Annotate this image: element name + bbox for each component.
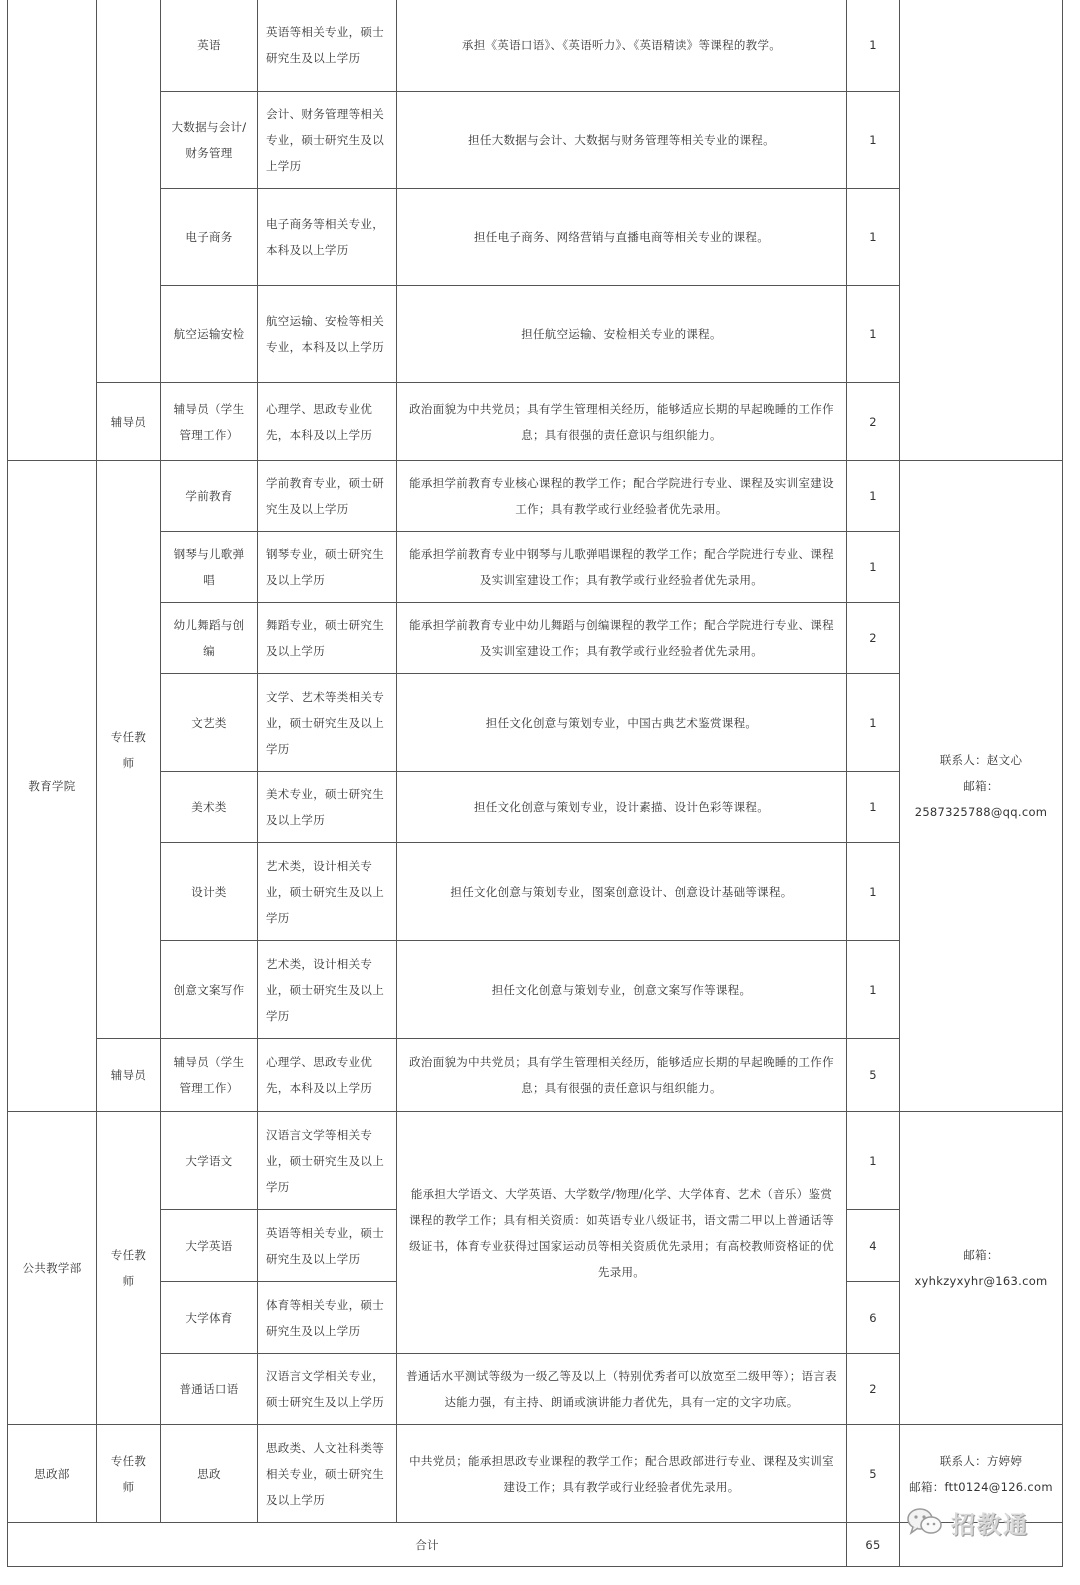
duties: 担任文化创意与策划专业，设计素描、设计色彩等课程。 xyxy=(397,772,847,843)
watermark xyxy=(905,1500,1075,1544)
post-name: 航空运输安检 xyxy=(161,286,258,383)
headcount: 4 xyxy=(847,1210,900,1282)
requirements: 美术专业，硕士研究生及以上学历 xyxy=(258,772,397,843)
duties: 能承担学前教育专业核心课程的教学工作；配合学院进行专业、课程及实训室建设工作；具有教学或行业经验者优先录用。 xyxy=(397,461,847,532)
total-count: 65 xyxy=(847,1523,900,1567)
headcount: 1 xyxy=(847,772,900,843)
duties: 担任文化创意与策划专业，中国古典艺术鉴赏课程。 xyxy=(397,674,847,772)
contact-email: 邮箱：xyhkzyxyhr@163.com xyxy=(900,1112,1063,1425)
requirements: 英语等相关专业，硕士研究生及以上学历 xyxy=(258,1210,397,1282)
headcount: 1 xyxy=(847,674,900,772)
post-name: 美术类 xyxy=(161,772,258,843)
requirements: 电子商务等相关专业，本科及以上学历 xyxy=(258,189,397,286)
requirements: 艺术类，设计相关专业，硕士研究生及以上学历 xyxy=(258,941,397,1039)
requirements: 航空运输、安检等相关专业，本科及以上学历 xyxy=(258,286,397,383)
headcount: 1 xyxy=(847,941,900,1039)
post-type-cell xyxy=(97,0,161,383)
post-type: 专任教师 xyxy=(97,461,161,1039)
duties: 政治面貌为中共党员；具有学生管理相关经历，能够适应长期的早起晚睡的工作作息；具有很强的责任意识与组织能力。 xyxy=(397,383,847,461)
duties: 担任航空运输、安检相关专业的课程。 xyxy=(397,286,847,383)
requirements: 心理学、思政专业优先，本科及以上学历 xyxy=(258,1039,397,1112)
requirements: 文学、艺术等类相关专业，硕士研究生及以上学历 xyxy=(258,674,397,772)
duties: 担任电子商务、网络营销与直播电商等相关专业的课程。 xyxy=(397,189,847,286)
dept-name: 思政部 xyxy=(8,1425,97,1523)
duties: 能承担学前教育专业中幼儿舞蹈与创编课程的教学工作；配合学院进行专业、课程及实训室建设工作；具有教学或行业经验者优先录用。 xyxy=(397,603,847,674)
post-name: 钢琴与儿歌弹唱 xyxy=(161,532,258,603)
requirements: 汉语言文学相关专业，硕士研究生及以上学历 xyxy=(258,1354,397,1425)
duties: 政治面貌为中共党员；具有学生管理相关经历，能够适应长期的早起晚睡的工作作息；具有很强的责任意识与组织能力。 xyxy=(397,1039,847,1112)
watermark-text: 招教通 xyxy=(951,1510,1029,1539)
headcount: 1 xyxy=(847,286,900,383)
post-name: 大学语文 xyxy=(161,1112,258,1210)
requirements: 艺术类，设计相关专业，硕士研究生及以上学历 xyxy=(258,843,397,941)
post-type: 辅导员 xyxy=(97,1039,161,1112)
requirements: 体育等相关专业，硕士研究生及以上学历 xyxy=(258,1282,397,1354)
headcount: 2 xyxy=(847,1354,900,1425)
wechat-icon xyxy=(905,1506,945,1538)
duties: 中共党员；能承担思政专业课程的教学工作；配合思政部进行专业、课程及实训室建设工作；具有教学或行业经验者优先录用。 xyxy=(397,1425,847,1523)
post-name: 辅导员（学生管理工作） xyxy=(161,1039,258,1112)
duties: 能承担学前教育专业中钢琴与儿歌弹唱课程的教学工作；配合学院进行专业、课程及实训室建设工作；具有教学或行业经验者优先录用。 xyxy=(397,532,847,603)
post-name: 电子商务 xyxy=(161,189,258,286)
duties: 承担《英语口语》、《英语听力》、《英语精读》等课程的教学。 xyxy=(397,0,847,92)
contact-cell xyxy=(900,0,1063,461)
table-row xyxy=(8,1112,1063,1210)
headcount: 1 xyxy=(847,532,900,603)
post-name: 学前教育 xyxy=(161,461,258,532)
post-name: 辅导员（学生管理工作） xyxy=(161,383,258,461)
post-name: 创意文案写作 xyxy=(161,941,258,1039)
dept-name: 教育学院 xyxy=(8,461,97,1112)
post-name: 幼儿舞蹈与创编 xyxy=(161,603,258,674)
requirements: 学前教育专业，硕士研究生及以上学历 xyxy=(258,461,397,532)
headcount: 1 xyxy=(847,189,900,286)
duties: 能承担大学语文、大学英语、大学数学/物理/化学、大学体育、艺术（音乐）鉴赏课程的教学工作；具有相关资质：如英语专业八级证书，语文需二甲以上普通话等级证书，体育专业获得过国家运动员等相关资质优先录用；有高校教师资格证的优先录用。 xyxy=(397,1112,847,1354)
post-name: 文艺类 xyxy=(161,674,258,772)
duties: 担任大数据与会计、大数据与财务管理等相关专业的课程。 xyxy=(397,92,847,189)
post-name: 英语 xyxy=(161,0,258,92)
headcount: 1 xyxy=(847,0,900,92)
requirements: 钢琴专业，硕士研究生及以上学历 xyxy=(258,532,397,603)
requirements: 心理学、思政专业优先，本科及以上学历 xyxy=(258,383,397,461)
post-name: 大数据与会计/财务管理 xyxy=(161,92,258,189)
headcount: 2 xyxy=(847,383,900,461)
post-type: 辅导员 xyxy=(97,383,161,461)
post-name: 大学体育 xyxy=(161,1282,258,1354)
contact-email: 邮箱：ftt0124@126.com xyxy=(909,1479,1053,1494)
post-name: 设计类 xyxy=(161,843,258,941)
requirements: 英语等相关专业，硕士研究生及以上学历 xyxy=(258,0,397,92)
post-name: 普通话口语 xyxy=(161,1354,258,1425)
headcount: 5 xyxy=(847,1039,900,1112)
dept-name: 公共教学部 xyxy=(8,1112,97,1425)
requirements: 思政类、人文社科类等相关专业，硕士研究生及以上学历 xyxy=(258,1425,397,1523)
recruitment-table xyxy=(7,0,1063,1567)
post-name: 大学英语 xyxy=(161,1210,258,1282)
requirements: 舞蹈专业，硕士研究生及以上学历 xyxy=(258,603,397,674)
headcount: 5 xyxy=(847,1425,900,1523)
contact-cell xyxy=(900,461,1063,1112)
headcount: 1 xyxy=(847,461,900,532)
contact-person: 联系人：方婷婷 xyxy=(939,1453,1023,1468)
headcount: 1 xyxy=(847,843,900,941)
duties: 普通话水平测试等级为一级乙等及以上（特别优秀者可以放宽至二级甲等）；语言表达能力强，有主持、朗诵或演讲能力者优先，具有一定的文字功底。 xyxy=(397,1354,847,1425)
requirements: 汉语言文学等相关专业，硕士研究生及以上学历 xyxy=(258,1112,397,1210)
contact-person: 联系人：赵文心 xyxy=(939,753,1023,767)
dept-cell xyxy=(8,0,97,461)
requirements: 会计、财务管理等相关专业，硕士研究生及以上学历 xyxy=(258,92,397,189)
contact-email: 邮箱：2587325788@qq.com xyxy=(914,779,1048,819)
duties: 担任文化创意与策划专业，图案创意设计、创意设计基础等课程。 xyxy=(397,843,847,941)
duties: 担任文化创意与策划专业，创意文案写作等课程。 xyxy=(397,941,847,1039)
headcount: 2 xyxy=(847,603,900,674)
table-row xyxy=(8,461,1063,532)
post-type: 专任教师 xyxy=(97,1425,161,1523)
post-name: 思政 xyxy=(161,1425,258,1523)
headcount: 1 xyxy=(847,1112,900,1210)
headcount: 1 xyxy=(847,92,900,189)
table-row xyxy=(8,0,1063,92)
headcount: 6 xyxy=(847,1282,900,1354)
post-type: 专任教师 xyxy=(97,1112,161,1425)
total-label: 合计 xyxy=(8,1523,847,1567)
